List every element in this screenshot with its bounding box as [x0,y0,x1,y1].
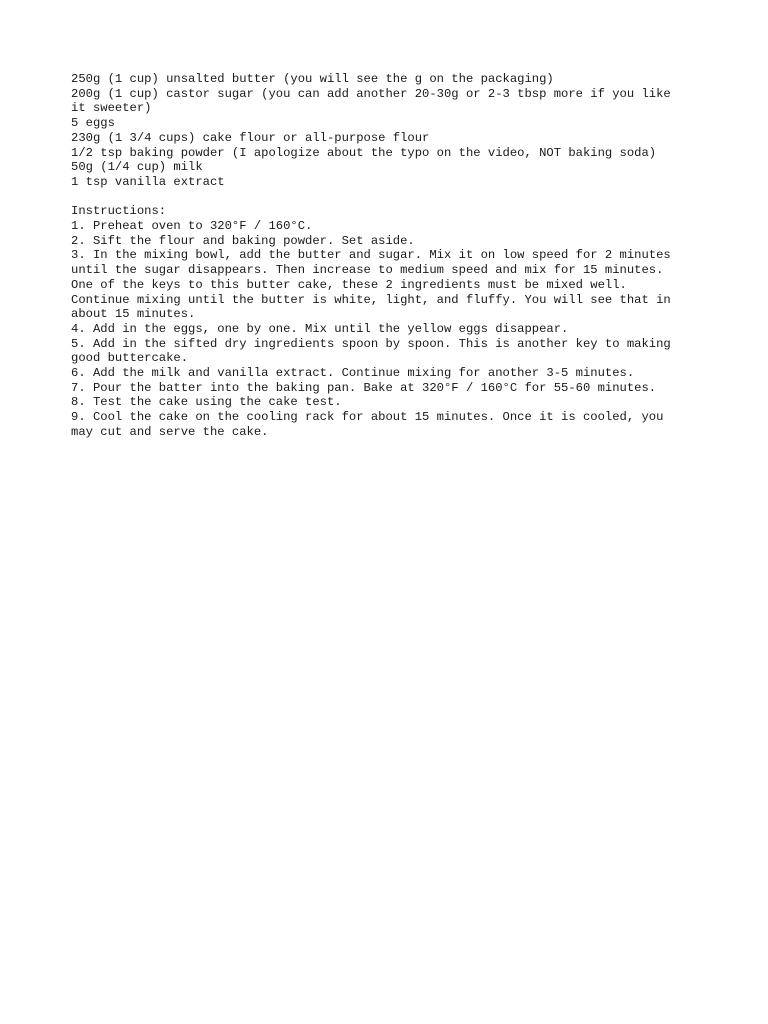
instruction-line: good buttercake. [71,351,189,366]
instruction-line: 1. Preheat oven to 320°F / 160°C. [71,219,313,234]
ingredient-line: 1/2 tsp baking powder (I apologize about the typo on the video, NOT baking soda) [71,145,657,160]
instructions-list [71,219,697,440]
instruction-line: 2. Sift the flour and baking powder. Set aside. [71,233,415,248]
instruction-line: 4. Add in the eggs, one by one. Mix until the yellow eggs disappear. [71,321,569,336]
instruction-line: 8. Test the cake using the cake test. [71,395,342,410]
ingredient-line: 1 tsp vanilla extract [71,174,225,189]
ingredient-line: 50g (1/4 cup) milk [71,160,203,175]
instructions-heading: Instructions: [71,204,167,219]
instruction-line: 5. Add in the sifted dry ingredients spoon by spoon. This is another key to making [71,336,671,351]
instruction-line: about 15 minutes. [71,307,196,322]
instruction-line: may cut and serve the cake. [71,424,269,439]
instruction-line: until the sugar disappears. Then increase to medium speed and mix for 15 minutes. [71,263,664,278]
ingredient-line: it sweeter) [71,101,152,116]
ingredients-list [71,72,697,190]
instruction-line: One of the keys to this butter cake, these 2 ingredients must be mixed well. [71,277,627,292]
instruction-line: 7. Pour the batter into the baking pan. Bake at 320°F / 160°C for 55-60 minutes. [71,380,657,395]
ingredient-line: 200g (1 cup) castor sugar (you can add another 20-30g or 2-3 tbsp more if you like [71,86,671,101]
paragraph-spacer [71,190,697,205]
instruction-line: 3. In the mixing bowl, add the butter and sugar. Mix it on low speed for 2 minutes [71,248,671,263]
instruction-line: 9. Cool the cake on the cooling rack for about 15 minutes. Once it is cooled, you [71,410,664,425]
ingredient-line: 230g (1 3/4 cups) cake flour or all-purpose flour [71,130,430,145]
instruction-line: Continue mixing until the butter is white, light, and fluffy. You will see that in [71,292,671,307]
recipe-text [71,72,697,440]
ingredient-line: 250g (1 cup) unsalted butter (you will see the g on the packaging) [71,72,554,86]
instruction-line: 6. Add the milk and vanilla extract. Continue mixing for another 3-5 minutes. [71,366,635,381]
ingredient-line: 5 eggs [71,116,115,131]
